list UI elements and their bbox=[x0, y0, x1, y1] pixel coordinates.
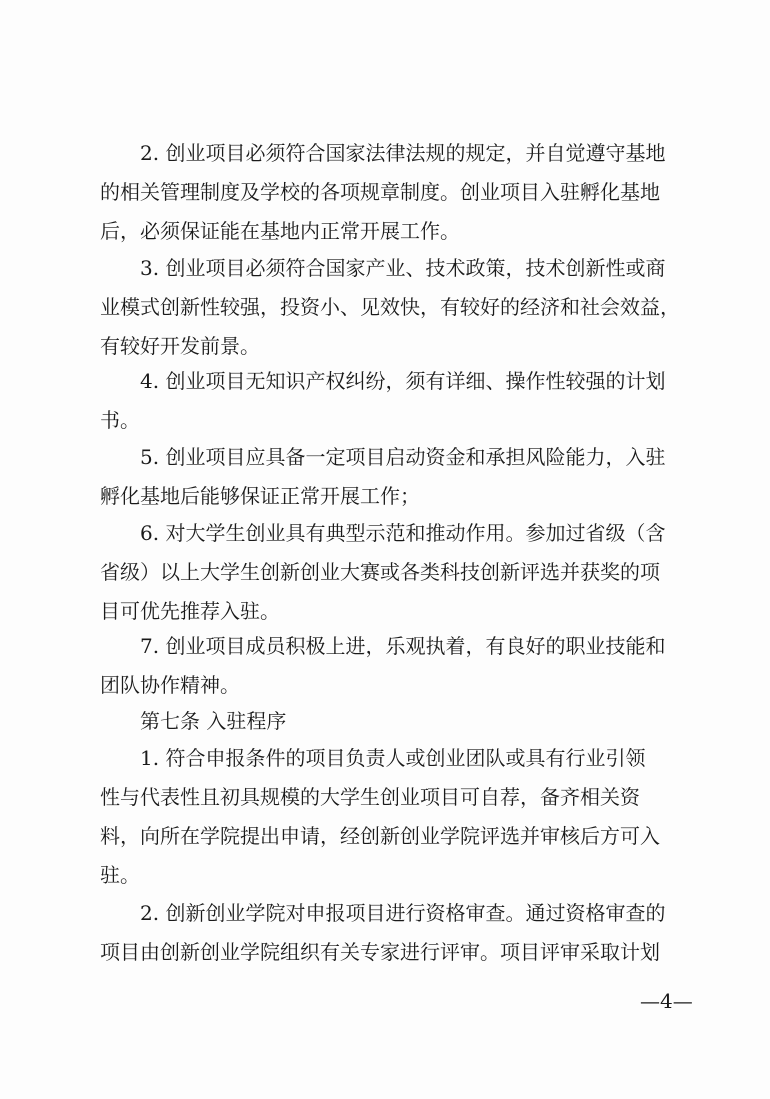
text-line: 7. 创业项目成员积极上进，乐观执着，有良好的职业技能和 bbox=[140, 634, 666, 658]
text-line: 第七条 入驻程序 bbox=[140, 709, 287, 733]
text-line: 的相关管理制度及学校的各项规章制度。创业项目入驻孵化基地 bbox=[100, 180, 660, 204]
text-line: 有较好开发前景。 bbox=[100, 334, 260, 358]
article-heading bbox=[100, 702, 688, 741]
page-number: —4— bbox=[640, 989, 693, 1013]
text-line: 驻。 bbox=[100, 863, 140, 887]
text-line: 5. 创业项目应具备一定项目启动资金和承担风险能力，入驻 bbox=[140, 445, 666, 469]
text-line: 4. 创业项目无知识产权纠纷，须有详细、操作性较强的计划 bbox=[140, 369, 666, 393]
text-line: 1. 符合申报条件的项目负责人或创业团队或具有行业引领 bbox=[140, 746, 646, 770]
paragraph-item-3 bbox=[100, 249, 688, 366]
text-line: 后，必须保证能在基地内正常开展工作。 bbox=[100, 219, 460, 243]
text-line: 目可优先推荐入驻。 bbox=[100, 599, 280, 623]
text-line: 2. 创新创业学院对申报项目进行资格审查。通过资格审查的 bbox=[140, 901, 666, 925]
text-line: 料，向所在学院提出申请，经创新创业学院评选并审核后方可入 bbox=[100, 824, 660, 848]
text-line: 6. 对大学生创业具有典型示范和推动作用。参加过省级（含 bbox=[140, 521, 666, 545]
paragraph-item-7 bbox=[100, 627, 688, 705]
paragraph-item-2 bbox=[100, 134, 688, 251]
text-line: 书。 bbox=[100, 408, 140, 432]
text-line: 省级）以上大学生创新创业大赛或各类科技创新评选并获奖的项 bbox=[100, 560, 660, 584]
text-line: 业模式创新性较强，投资小、见效快，有较好的经济和社会效益， bbox=[100, 295, 680, 319]
text-line: 2. 创业项目必须符合国家法律法规的规定，并自觉遵守基地 bbox=[140, 141, 666, 165]
paragraph-item-6 bbox=[100, 514, 688, 631]
paragraph-item-4 bbox=[100, 362, 688, 440]
text-line: 项目由创新创业学院组织有关专家进行评审。项目评审采取计划 bbox=[100, 940, 660, 964]
text-line: 性与代表性且初具规模的大学生创业项目可自荐，备齐相关资 bbox=[100, 785, 640, 809]
text-line: 3. 创业项目必须符合国家产业、技术政策，技术创新性或商 bbox=[140, 256, 666, 280]
paragraph-item-5 bbox=[100, 438, 688, 516]
text-line: 孵化基地后能够保证正常开展工作； bbox=[100, 484, 420, 508]
text-line: 团队协作精神。 bbox=[100, 673, 240, 697]
procedure-item-2 bbox=[100, 894, 688, 972]
procedure-item-1 bbox=[100, 739, 688, 895]
